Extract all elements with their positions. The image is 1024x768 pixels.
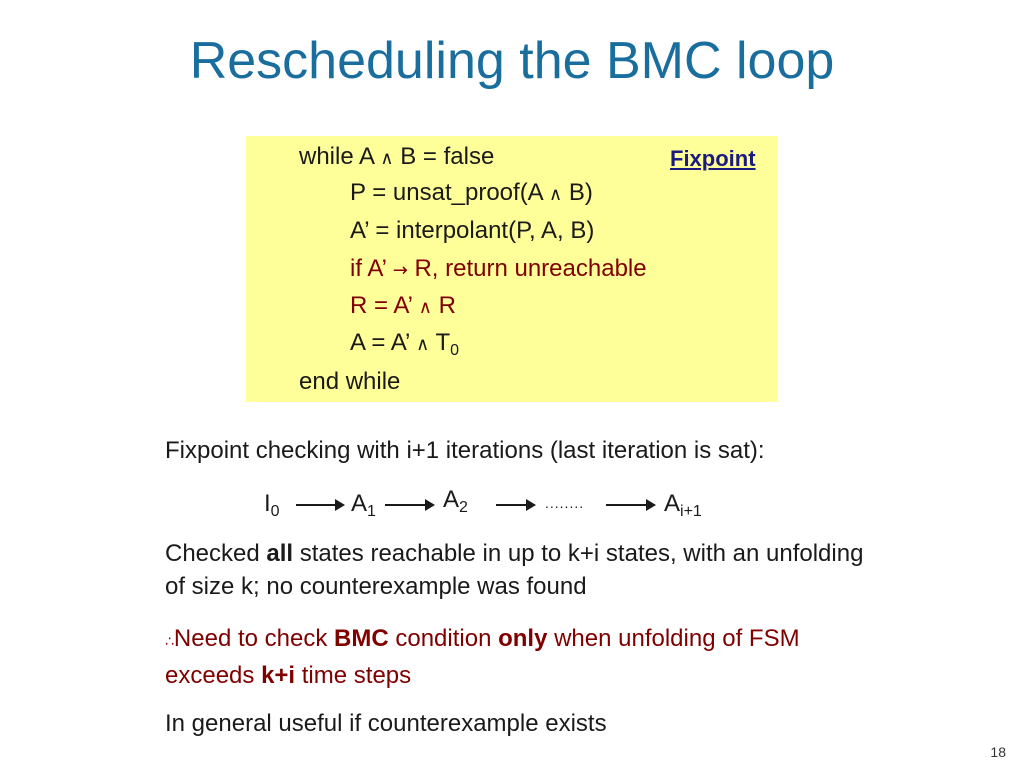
- page-number: 18: [990, 744, 1006, 760]
- code-line-unsat-proof: P = unsat_proof(A ∧ B): [350, 179, 593, 206]
- code-line-if-return: if A’ → R, return unreachable: [350, 255, 647, 282]
- and-symbol: ∧: [380, 148, 394, 169]
- arrow-right-icon: [496, 504, 534, 506]
- arrow-right-icon: [296, 504, 343, 506]
- general-useful-text: In general useful if counterexample exists: [165, 710, 607, 737]
- code-line-r-update: R = A’ ∧ R: [350, 292, 456, 319]
- arrow-right-icon: [606, 504, 654, 506]
- pseudocode-box: [246, 136, 777, 402]
- fixpoint-tag: Fixpoint: [670, 146, 756, 171]
- code-line-interpolant: A’ = interpolant(P, A, B): [350, 217, 595, 244]
- ellipsis-dots: ........: [545, 495, 585, 511]
- code-line-while: while A ∧ B = false: [299, 143, 495, 170]
- chain-node-a1: $A_1$: [351, 490, 376, 520]
- implies-symbol: →: [392, 260, 408, 281]
- need-to-check-text: ∴Need to check BMC condition only when unfolding of FSM exceeds k+i time steps: [165, 625, 800, 689]
- and-symbol: ∧: [418, 297, 432, 318]
- therefore-icon: ∴: [165, 634, 174, 650]
- checked-all-text: Checked all states reachable in up to k+i states, with an unfolding of size k; no counterexample was found: [165, 540, 864, 600]
- code-line-end-while: end while: [299, 368, 401, 395]
- chain-node-ai1: $A_{i+1}$: [664, 490, 702, 520]
- chain-node-i0: $I_0$: [264, 490, 280, 520]
- chain-node-a2: $A_2$: [443, 486, 468, 516]
- and-symbol: ∧: [549, 184, 563, 205]
- code-line-a-update: A = A’ ∧ $T_0$: [350, 329, 460, 359]
- page-title: Rescheduling the BMC loop: [189, 32, 835, 90]
- and-symbol: ∧: [416, 334, 430, 355]
- fixpoint-checking-text: Fixpoint checking with i+1 iterations (last iteration is sat):: [165, 437, 765, 464]
- arrow-right-icon: [385, 504, 433, 506]
